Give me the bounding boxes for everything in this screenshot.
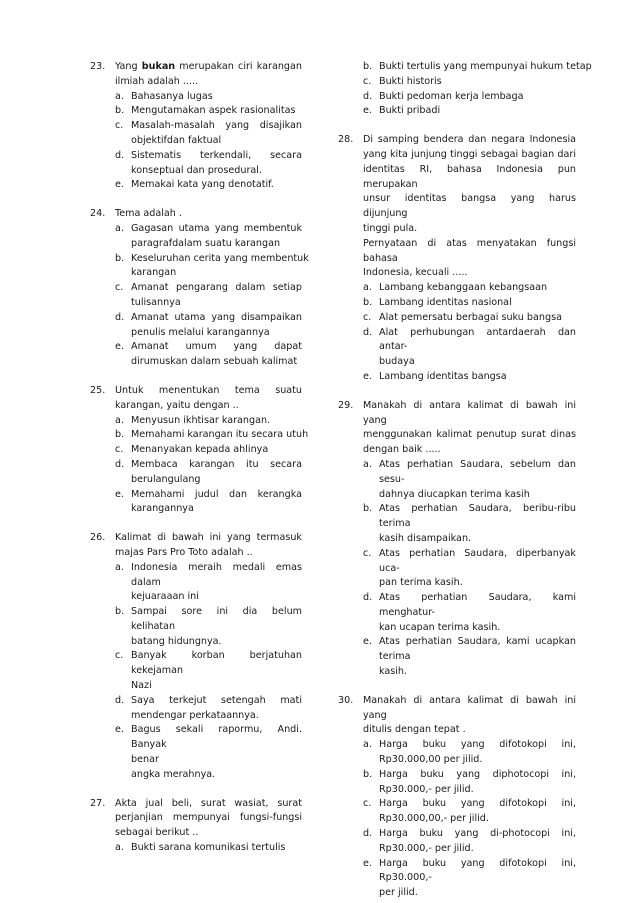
question-stem-line: tinggi pula. [363, 222, 418, 234]
question-29 [338, 399, 576, 680]
answer-option[interactable]: e. Amanat umum yang dapat dirumuskan dalam sebuah kalimat [115, 341, 302, 368]
question-stem-line: Manakah di antara kalimat di bawah ini yang [363, 694, 576, 721]
answer-option[interactable]: c. Alat pemersatu berbagai suku bangsa [363, 311, 562, 323]
question-stem-line: unsur identitas bangsa yang harus dijunjung [363, 193, 576, 220]
answer-option[interactable]: c. Atas perhatian Saudara, diperbanyak uca- pan terima kasih. [363, 547, 576, 589]
question-stem-line: Yang bukan merupakan ciri karangan [115, 61, 302, 72]
question-23 [90, 60, 302, 193]
question-stem-line: Tema adalah . [115, 208, 182, 220]
question-number: 27. [90, 797, 106, 809]
answer-option[interactable]: c. Harga buku yang difotokopi ini, Rp30.000,00,- per jilid. [363, 798, 576, 825]
left-column [90, 60, 309, 856]
answer-option[interactable]: b. Mengutamakan aspek rasionalitas [115, 105, 296, 117]
question-stem-line: ilmiah adalah ..... [115, 75, 199, 87]
question-27-continued [338, 60, 592, 119]
question-stem-line: Pernyataan di atas menyatakan fungsi bahasa [363, 237, 576, 264]
question-26 [90, 531, 302, 783]
question-30 [338, 694, 576, 901]
question-stem-line: majas Pars Pro Toto adalah .. [115, 546, 253, 558]
answer-option[interactable]: b. Sampai sore ini dia belum kelihatan batang hidungnya. [115, 606, 302, 647]
question-number: 23. [90, 61, 106, 72]
answer-option[interactable]: d. Amanat utama yang disampaikan penulis melalui karangannya [115, 311, 302, 338]
question-stem-line: Untuk menentukan tema suatu [115, 384, 302, 396]
answer-option[interactable]: d. Bukti pedoman kerja lembaga [363, 90, 524, 102]
answer-option[interactable]: d. Saya terkejut setengah mati mendengar perkataannya. [115, 694, 302, 721]
answer-option[interactable]: a. Gagasan utama yang membentuk paragrafdalam suatu karangan [115, 222, 302, 249]
question-stem-line: sebagai berikut .. [115, 827, 199, 839]
answer-option[interactable]: b. Keseluruhan cerita yang membentuk karangan [115, 252, 309, 279]
question-stem-line: Kalimat di bawah ini yang termasuk [115, 532, 302, 544]
question-stem-line: Akta jual beli, surat wasiat, surat [115, 797, 302, 809]
answer-option[interactable]: e. Memakai kata yang denotatif. [115, 179, 274, 191]
question-stem-line: karangan, yaitu dengan .. [115, 399, 239, 411]
answer-option[interactable]: d. Alat perhubungan antardaerah dan antar- budaya [363, 326, 576, 368]
answer-option[interactable]: e. Lambang identitas bangsa [363, 370, 507, 382]
answer-option[interactable]: b. Bukti tertulis yang mempunyai hukum tetap [363, 61, 592, 72]
answer-option[interactable]: b. Atas perhatian Saudara, beribu-ribu terima kasih disampaikan. [363, 503, 576, 544]
answer-option[interactable]: a. Menyusun ikhtisar karangan. [115, 414, 271, 426]
answer-option[interactable]: b. Memahami karangan itu secara utuh [115, 429, 309, 441]
answer-option[interactable]: e. Memahami judul dan kerangka karangannya [115, 488, 302, 515]
answer-option[interactable]: e. Bukti pribadi [363, 105, 441, 117]
emphasis-word: bukan [141, 61, 176, 72]
question-25 [90, 384, 309, 517]
answer-option[interactable]: c. Masalah-masalah yang disajikan objektifdan faktual [115, 120, 302, 146]
question-stem-line: Di samping bendera dan negara Indonesia [363, 134, 576, 146]
question-stem-line: identitas RI, bahasa Indonesia pun merupakan [363, 163, 576, 190]
answer-option[interactable]: c. Bukti historis [363, 75, 442, 87]
question-stem-line: dengan baik ..... [363, 444, 441, 456]
answer-option[interactable]: d. Atas perhatian Saudara, kami menghatur- kan ucapan terima kasih. [363, 592, 576, 633]
answer-option[interactable]: e. Atas perhatian Saudara, kami ucapkan terima kasih. [363, 636, 576, 678]
answer-option[interactable]: d. Harga buku yang di-photocopi ini, Rp30.000,- per jilid. [363, 828, 576, 854]
right-column [338, 60, 592, 901]
answer-option[interactable]: c. Amanat pengarang dalam setiap tulisannya [115, 282, 302, 308]
question-stem-line: perjanjian mempunyai fungsi-fungsi [115, 812, 302, 824]
answer-option[interactable]: d. Sistematis terkendali, secara konseptual dan prosedural. [115, 149, 302, 176]
answer-option[interactable]: a. Bukti sarana komunikasi tertulis [115, 842, 286, 854]
question-stem-line: Manakah di antara kalimat di bawah ini yang [363, 399, 576, 426]
answer-option[interactable]: c. Menanyakan kepada ahlinya [115, 444, 269, 456]
question-stem-line: Indonesia, kecuali ..... [363, 267, 468, 279]
answer-option[interactable]: b. Lambang identitas nasional [363, 296, 512, 308]
question-stem-line: ditulis dengan tepat . [363, 724, 466, 736]
question-number: 30. [338, 694, 354, 706]
question-24 [90, 207, 309, 370]
question-number: 29. [338, 399, 354, 411]
answer-option[interactable]: a. Lambang kebanggaan kebangsaan [363, 282, 548, 294]
question-number: 28. [338, 134, 354, 146]
answer-option[interactable]: b. Harga buku yang diphotocopi ini, Rp30.000,- per jilid. [363, 768, 576, 795]
question-28 [338, 133, 576, 385]
answer-option[interactable]: a. Bahasanya lugas [115, 90, 213, 102]
question-number: 26. [90, 532, 106, 544]
answer-option[interactable]: a. Indonesia meraih medali emas dalam kejuaraaan ini [115, 561, 302, 603]
question-number: 25. [90, 384, 106, 396]
question-stem-line: yang kita junjung tinggi sebagai bagian dari [363, 148, 576, 160]
answer-option[interactable]: a. Atas perhatian Saudara, sebelum dan sesu- dahnya diucapkan terima kasih [363, 458, 576, 500]
answer-option[interactable]: c. Banyak korban berjatuhan kekejaman Nazi [115, 650, 302, 692]
answer-option[interactable]: e. Bagus sekali rapormu, Andi. Banyak benar angka merahnya. [115, 724, 302, 780]
answer-option[interactable]: e. Harga buku yang difotokopi ini, Rp30.000,- per jilid. [363, 857, 576, 899]
question-stem-line: menggunakan kalimat penutup surat dinas [363, 429, 576, 441]
question-27 [90, 797, 302, 856]
answer-option[interactable]: d. Membaca karangan itu secara berulangulang [115, 458, 302, 485]
question-number: 24. [90, 208, 106, 220]
answer-option[interactable]: a. Harga buku yang difotokopi ini, Rp30.000,00 per jilid. [363, 739, 576, 766]
